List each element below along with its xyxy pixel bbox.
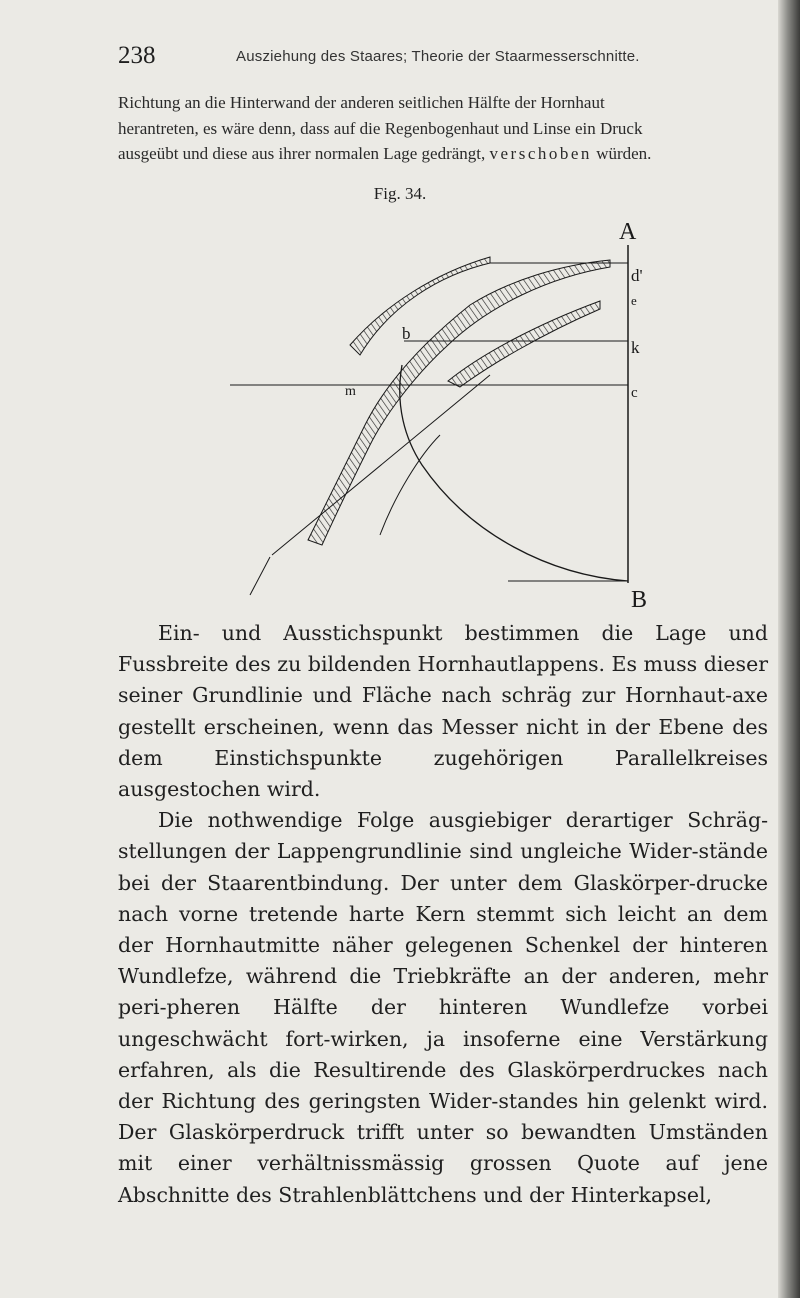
page-number: 238 <box>118 42 156 69</box>
figure-34-diagram <box>190 205 680 615</box>
running-title: Ausziehung des Staares; Theorie der Staarmesserschnitte. <box>236 48 640 65</box>
paragraph: Die nothwendige Folge ausgiebiger derartiger Schräg-stellungen der Lappengrundlinie sind ungleiche Wider-stände bei der Staarentbindung. Der unter dem Glaskörper-drucke nach vorne tretende harte Kern stemmt sich leicht an dem der Hornhautmitte näher gelegenen Schenkel der hinteren Wundlefze, während die Triebkräfte an der anderen, mehr peri-pheren Hälfte der hinteren Wundlefze vorbei ungeschwächt fort-wirken, ja insoferne eine Verstärkung erfahren, als die Resultirende des Glaskörperdruckes nach der Richtung des geringsten Wider-standes hin gelenkt wird. Der Glaskörperdruck trifft unter so bewandten Umständen mit einer verhältnissmässig grossen Quote auf jene Abschnitte des Strahlenblättchens und der Hinterkapsel, <box>118 808 768 1207</box>
label-e: e <box>631 293 637 308</box>
label-a: A <box>619 219 637 245</box>
text-line: herantreten, es wäre denn, dass auf die Regenbogenhaut und Linse ein Druck <box>118 118 643 138</box>
page-header <box>118 42 758 68</box>
emphasis-text: verschoben <box>489 144 592 163</box>
figure-caption: Fig. 34. <box>373 184 427 203</box>
text-fragment: ausgeübt und diese aus ihrer normalen Lage gedrängt, <box>118 144 490 163</box>
paragraph: Ein- und Ausstichspunkt bestimmen die Lage und Fussbreite des zu bildenden Hornhautlappens. Es muss dieser seiner Grundlinie und Fläche nach schräg zur Hornhaut-axe gestellt erscheinen, wenn das Messer nicht in der Ebene des dem Einstichspunkte zugehörigen Parallelkreises ausgestochen wird. <box>118 621 768 802</box>
label-d: d' <box>631 266 643 285</box>
knife-tail <box>250 557 270 595</box>
label-k: k <box>631 338 640 357</box>
top-paragraph <box>118 90 758 167</box>
text-line <box>118 141 758 167</box>
cornea-band-mid <box>308 260 610 545</box>
lens-curve <box>400 365 628 581</box>
label-b: b <box>402 324 411 343</box>
label-c: c <box>631 385 638 401</box>
label-m: m <box>345 384 356 399</box>
label-b-axis: B <box>631 587 648 613</box>
main-text <box>118 618 768 1211</box>
iris-curve <box>380 435 440 535</box>
text-line: Richtung an die Hinterwand der anderen seitlichen Hälfte der Hornhaut <box>118 93 605 112</box>
text-fragment: würden. <box>591 144 652 163</box>
